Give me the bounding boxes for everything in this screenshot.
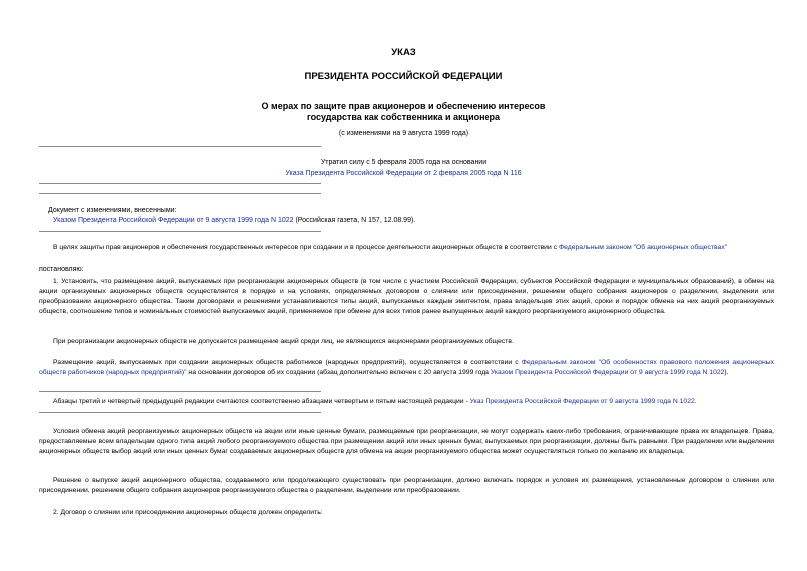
paragraph-5-text: Условия обмена акций реорганизуемых акционерных обществ на акции или иные ценные бумаги, размещаемые при реорганизации, не могут содержать каких-либо требования, ограничивающие права их владельцев. Права, предоставляемые всем владельцам одного типа акций любого реорганизуемого общества при размещении акций или иных ценных бумаг, выпускаемых при реорганизации, должны быть равными. При разделении или выделении акционерных обществ выбор акций или иных ценных бумаг создаваемых акционерных обществ для обмена на акции реорганизуемого общества может осуществляться только по желанию их владельца. <box>39 428 774 455</box>
preamble-text: В целях защиты прав акционеров и обеспечения государственных интересов при создании и в процессе деятельности акционерных обществ в соответствии с <box>53 244 559 251</box>
paragraph-3-text-a: Размещение акций, выпускаемых при создании акционерных обществ работников (народных предприятий), осуществляется в соответствии с <box>53 359 522 366</box>
paragraph-6 <box>39 476 774 496</box>
paragraph-3 <box>39 358 774 378</box>
workers-companies-law-link[interactable]: Федеральным законом "Об особенностях правового положения акционерных обществ работников (народных предприятий)" <box>39 359 774 376</box>
paragraph-6-text: Решение о выпуске акций акционерного общества, создаваемого или продолжающего существовать при реорганизации, должно включать порядок и условия их размещения, установленные договором о слиянии или присоединении, решением общего собрания акционеров реорганизуемого общества о разделении, выделении или преобразовании. <box>39 477 774 494</box>
divider <box>39 231 321 232</box>
paragraph-4-text: Абзацы третий и четвертый предыдущей редакции считаются соответственно абзацами четвертым и пятым настоящей редакции - <box>53 398 470 405</box>
paragraph-7 <box>39 508 774 518</box>
doc-heading-line2: государства как собственника и акционера <box>306 112 501 122</box>
paragraph-2-text: При реорганизации акционерных обществ не допускается размещение акций среди лиц, не являющихся акционерами реорганизуемых обществ. <box>53 338 514 345</box>
paragraph-4 <box>39 397 774 407</box>
expired-decree-link[interactable]: Указа Президента Российской Федерации от 2 февраля 2005 года N 116 <box>285 170 522 177</box>
doc-type-title: УКАЗ <box>391 47 416 58</box>
paragraph-3-text-b: на основании договоров об их создании (абзац дополнительно включен с 20 августа 1999 года <box>186 369 491 376</box>
paragraph-4-decree-link[interactable]: Указ Президента Российской Федерации от 9 августа 1999 года N 1022 <box>469 398 695 405</box>
divider <box>39 412 321 413</box>
amendment-decree-link[interactable]: Указом Президента Российской Федерации от 9 августа 1999 года N 1022 <box>53 217 294 224</box>
joint-stock-law-link[interactable]: Федеральным законом "Об акционерных обществах" <box>558 244 728 251</box>
paragraph-1-text: 1. Установить, что размещение акций, выпускаемых при реорганизации акционерных обществ (в том числе с участием Российской Федерации, субъектов Российской Федерации и муниципальных образований), в обмен на акции организуемых акционерных обществ осуществляется в порядке и на условиях, определяемых договором о слиянии или присоединении, решением общего собрания акционеров о разделении, выделении или преобразовании акционерного общества. Таким договорами и решениями устанавливаются типы акций, выпускаемых каждым эмитентом, права владельцев этих акций, сроки и порядок обмена на них акций реорганизуемых обществ, соотношение типов и номинальных стоимостей выпускаемых акций, применяемое при обмене для всех типов ранее выпущенных акций каждого реорганизуемого акционерного общества. <box>39 278 774 315</box>
amendments-source: (Российская газета, N 157, 12.08.99). <box>293 217 416 224</box>
amended-note: (с изменениями на 9 августа 1999 года) <box>338 130 469 137</box>
expired-text: Утратил силу с 5 февраля 2005 года на основании <box>320 159 487 166</box>
issuer-title: ПРЕЗИДЕНТА РОССИЙСКОЙ ФЕДЕРАЦИИ <box>304 71 503 82</box>
decree-word: постановляю: <box>39 266 84 273</box>
paragraph-4-tail: . <box>694 398 697 405</box>
amendments-line <box>53 216 773 226</box>
divider <box>39 193 321 194</box>
amendments-intro: Документ с изменениями, внесенными: <box>48 207 177 214</box>
paragraph-2 <box>39 337 774 347</box>
paragraph-3-text-c: ). <box>724 369 729 376</box>
divider <box>39 146 321 147</box>
preamble <box>39 243 774 253</box>
paragraph-7-text: 2. Договор о слиянии или присоединении акционерных обществ должен определить: <box>53 509 323 516</box>
doc-heading-line1: О мерах по защите прав акционеров и обеспечению интересов <box>261 101 546 111</box>
paragraph-3-decree-link[interactable]: Указом Президента Российской Федерации от 9 августа 1999 года N 1022 <box>490 369 725 376</box>
paragraph-5 <box>39 427 774 457</box>
paragraph-1 <box>39 277 774 317</box>
divider <box>39 183 321 184</box>
divider <box>39 391 321 392</box>
